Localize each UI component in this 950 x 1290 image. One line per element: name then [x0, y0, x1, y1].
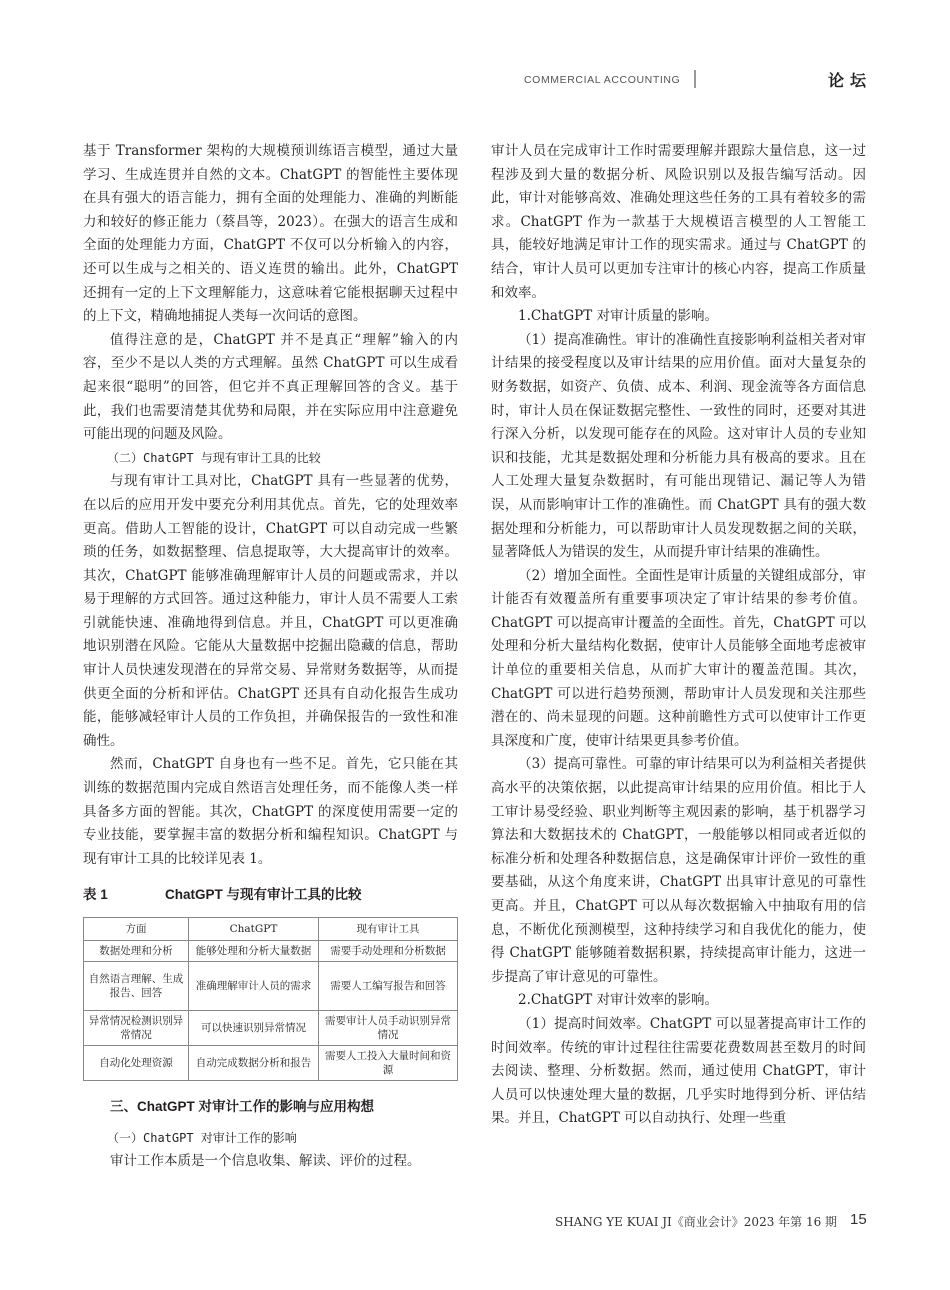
column-header: 现有审计工具 [319, 918, 458, 941]
table-row [84, 1046, 458, 1081]
table-cell: 准确理解审计人员的需求 [189, 962, 319, 1011]
comparison-table [83, 917, 458, 1081]
numbered-heading: 1.ChatGPT 对审计质量的影响。 [518, 308, 719, 325]
table-label: 表 1 [83, 887, 108, 903]
subsection-heading: （二）ChatGPT 与现有审计工具的比较 [107, 450, 321, 465]
journal-footer: SHANG YE KUAI JI《商业会计》2023 年第 16 期 [555, 1215, 838, 1229]
left-column [83, 140, 458, 1174]
table-cell: 需要人工编写报告和回答 [319, 962, 458, 1011]
table-header-row [84, 918, 458, 941]
paragraph: 审计人员在完成审计工作时需要理解并跟踪大量信息，这一过程涉及到大量的数据分析、风险识别以及报告编写活动。因此，审计对能够高效、准确处理这些任务的工具有着较多的需求。ChatGPT 作为一款基于大规模语言模型的人工智能工具，能较好地满足审计工作的现实需求。通过与 ChatGPT 的结合，审计人员可以更加专注审计的核心内容，提高工作质量和效率。 [491, 143, 866, 301]
subsection-heading: （一）ChatGPT 对审计工作的影响 [107, 1130, 297, 1145]
paragraph: 值得注意的是，ChatGPT 并不是真正“理解”输入的内容，至少不是以人类的方式理解。虽然 ChatGPT 可以生成看起来很“聪明”的回答，但它并不真正理解回答的含义。基于此，我们也需要清楚其优势和局限，并在实际应用中注意避免可能出现的问题及风险。 [83, 331, 458, 443]
table-row [84, 941, 458, 962]
section-heading: 三、ChatGPT 对审计工作的影响与应用构想 [110, 1099, 375, 1114]
table-row [84, 962, 458, 1011]
section-category: 论坛 [828, 73, 873, 90]
table-cell: 自动完成数据分析和报告 [189, 1046, 319, 1081]
table-cell: 自动化处理资源 [84, 1046, 189, 1081]
table-cell: 自然语言理解、生成报告、回答 [84, 962, 189, 1011]
numbered-heading: 2.ChatGPT 对审计效率的影响。 [518, 992, 719, 1009]
column-header: 方面 [84, 918, 189, 941]
table-cell: 可以快速识别异常情况 [189, 1011, 319, 1046]
paragraph: （1）提高准确性。审计的准确性直接影响利益相关者对审计结果的接受程度以及审计结果的应用价值。面对大量复杂的财务数据，如资产、负债、成本、利润、现金流等各方面信息时，审计人员在保证数据完整性、一致性的同时，还要对其进行深入分析，以发现可能存在的风险。这对审计人员的专业知识和技能，尤其是数据处理和分析能力具有极高的要求。且在人工处理大量复杂数据时，有可能出现错记、漏记等人为错误，从而影响审计工作的准确性。而 ChatGPT 具有的强大数据处理和分析能力，可以帮助审计人员发现数据之间的关联，显著降低人为错误的发生，从而提升审计结果的准确性。 [491, 331, 866, 561]
table-cell: 异常情况检测识别异常情况 [84, 1011, 189, 1046]
table-cell: 需要手动处理和分析数据 [319, 941, 458, 962]
table-caption [83, 883, 458, 907]
paragraph: 审计工作本质是一个信息收集、解读、评价的过程。 [110, 1153, 421, 1170]
column-header: ChatGPT [189, 918, 319, 941]
table-row [84, 1011, 458, 1046]
table-cell: 数据处理和分析 [84, 941, 189, 962]
paragraph: （2）增加全面性。全面性是审计质量的关键组成部分，审计能否有效覆盖所有重要事项决定了审计结果的参考价值。ChatGPT 可以提高审计覆盖的全面性。首先，ChatGPT 可以处理和分析大量结构化数据，使审计人员能够全面地考虑被审计单位的重要相关信息，从而扩大审计的覆盖范围。其次，ChatGPT 可以进行趋势预测，帮助审计人员发现和关注那些潜在的、尚未显现的问题。这种前瞻性方式可以使审计工作更具深度和广度，使审计结果更具参考价值。 [491, 567, 866, 749]
paragraph: 然而，ChatGPT 自身也有一些不足。首先，它只能在其训练的数据范围内完成自然语言处理任务，而不能像人类一样具备多方面的智能。其次，ChatGPT 的深度使用需要一定的专业技能，要掌握丰富的数据分析和编程知识。ChatGPT 与现有审计工具的比较详见表 1。 [83, 756, 458, 867]
table-cell: 能够处理和分析大量数据 [189, 941, 319, 962]
paragraph: （3）提高可靠性。可靠的审计结果可以为利益相关者提供高水平的决策依据，以此提高审计结果的应用价值。相比于人工审计易受经验、职业判断等主观因素的影响，基于机器学习算法和大数据技术的 ChatGPT，一般能够以相同或者近似的标准分析和处理各种数据信息，这是确保审计评价一致性的重要基础，从这个角度来讲，ChatGPT 出具审计意见的可靠性更高。并且，ChatGPT 可以从每次数据输入中抽取有用的信息，不断优化预测模型，这种持续学习和自我优化的能力，使得 ChatGPT 能够随着数据积累，持续提高审计能力，这进一步提高了审计意见的可靠性。 [491, 756, 866, 985]
table-title: ChatGPT 与现有审计工具的比较 [165, 887, 362, 903]
paragraph: 基于 Transformer 架构的大规模预训练语言模型，通过大量学习、生成连贯并自然的文本。ChatGPT 的智能性主要体现在具有强大的语言能力，拥有全面的处理能力、准确的判断能力和较好的修正能力（蔡昌等，2023）。在强大的语言生成和全面的处理能力方面，ChatGPT 不仅可以分析输入的内容，还可以生成与之相关的、语义连贯的输出。此外，ChatGPT 还拥有一定的上下文理解能力，这意味着它能根据聊天过程中的上下文，精确地捕捉人类每一次问话的意图。 [83, 143, 458, 325]
header-divider [694, 70, 696, 88]
paragraph: （1）提高时间效率。ChatGPT 可以显著提高审计工作的时间效率。传统的审计过程往往需要花费数周甚至数月的时间去阅读、整理、分析数据。然而，通过使用 ChatGPT，审计人员可以快速处理大量的数据，几乎实时地得到分析、评估结果。并且，ChatGPT 可以自动执行、处理一些重 [491, 1015, 866, 1127]
table-cell: 需要审计人员手动识别异常情况 [319, 1011, 458, 1046]
table-cell: 需要人工投入大量时间和资源 [319, 1046, 458, 1081]
page-number: 15 [850, 1211, 867, 1228]
paragraph: 与现有审计工具对比，ChatGPT 具有一些显著的优势，在以后的应用开发中要充分利用其优点。首先，它的处理效率更高。借助人工智能的设计，ChatGPT 可以自动完成一些繁琐的任务，如数据整理、信息提取等，大大提高审计的效率。其次，ChatGPT 能够准确理解审计人员的问题或需求，并以易于理解的方式回答。通过这种能力，审计人员不需要人工索引就能快速、准确地得到信息。并且，ChatGPT 可以更准确地识别潜在风险。它能从大量数据中挖掘出隐藏的信息，帮助审计人员快速发现潜在的异常交易、异常财务数据等，从而提供更全面的分析和评估。ChatGPT 还具有自动化报告生成功能，能够减轻审计人员的工作负担，并确保报告的一致性和准确性。 [83, 473, 458, 749]
journal-header-en: COMMERCIAL ACCOUNTING [524, 74, 681, 86]
right-column [491, 140, 866, 1131]
